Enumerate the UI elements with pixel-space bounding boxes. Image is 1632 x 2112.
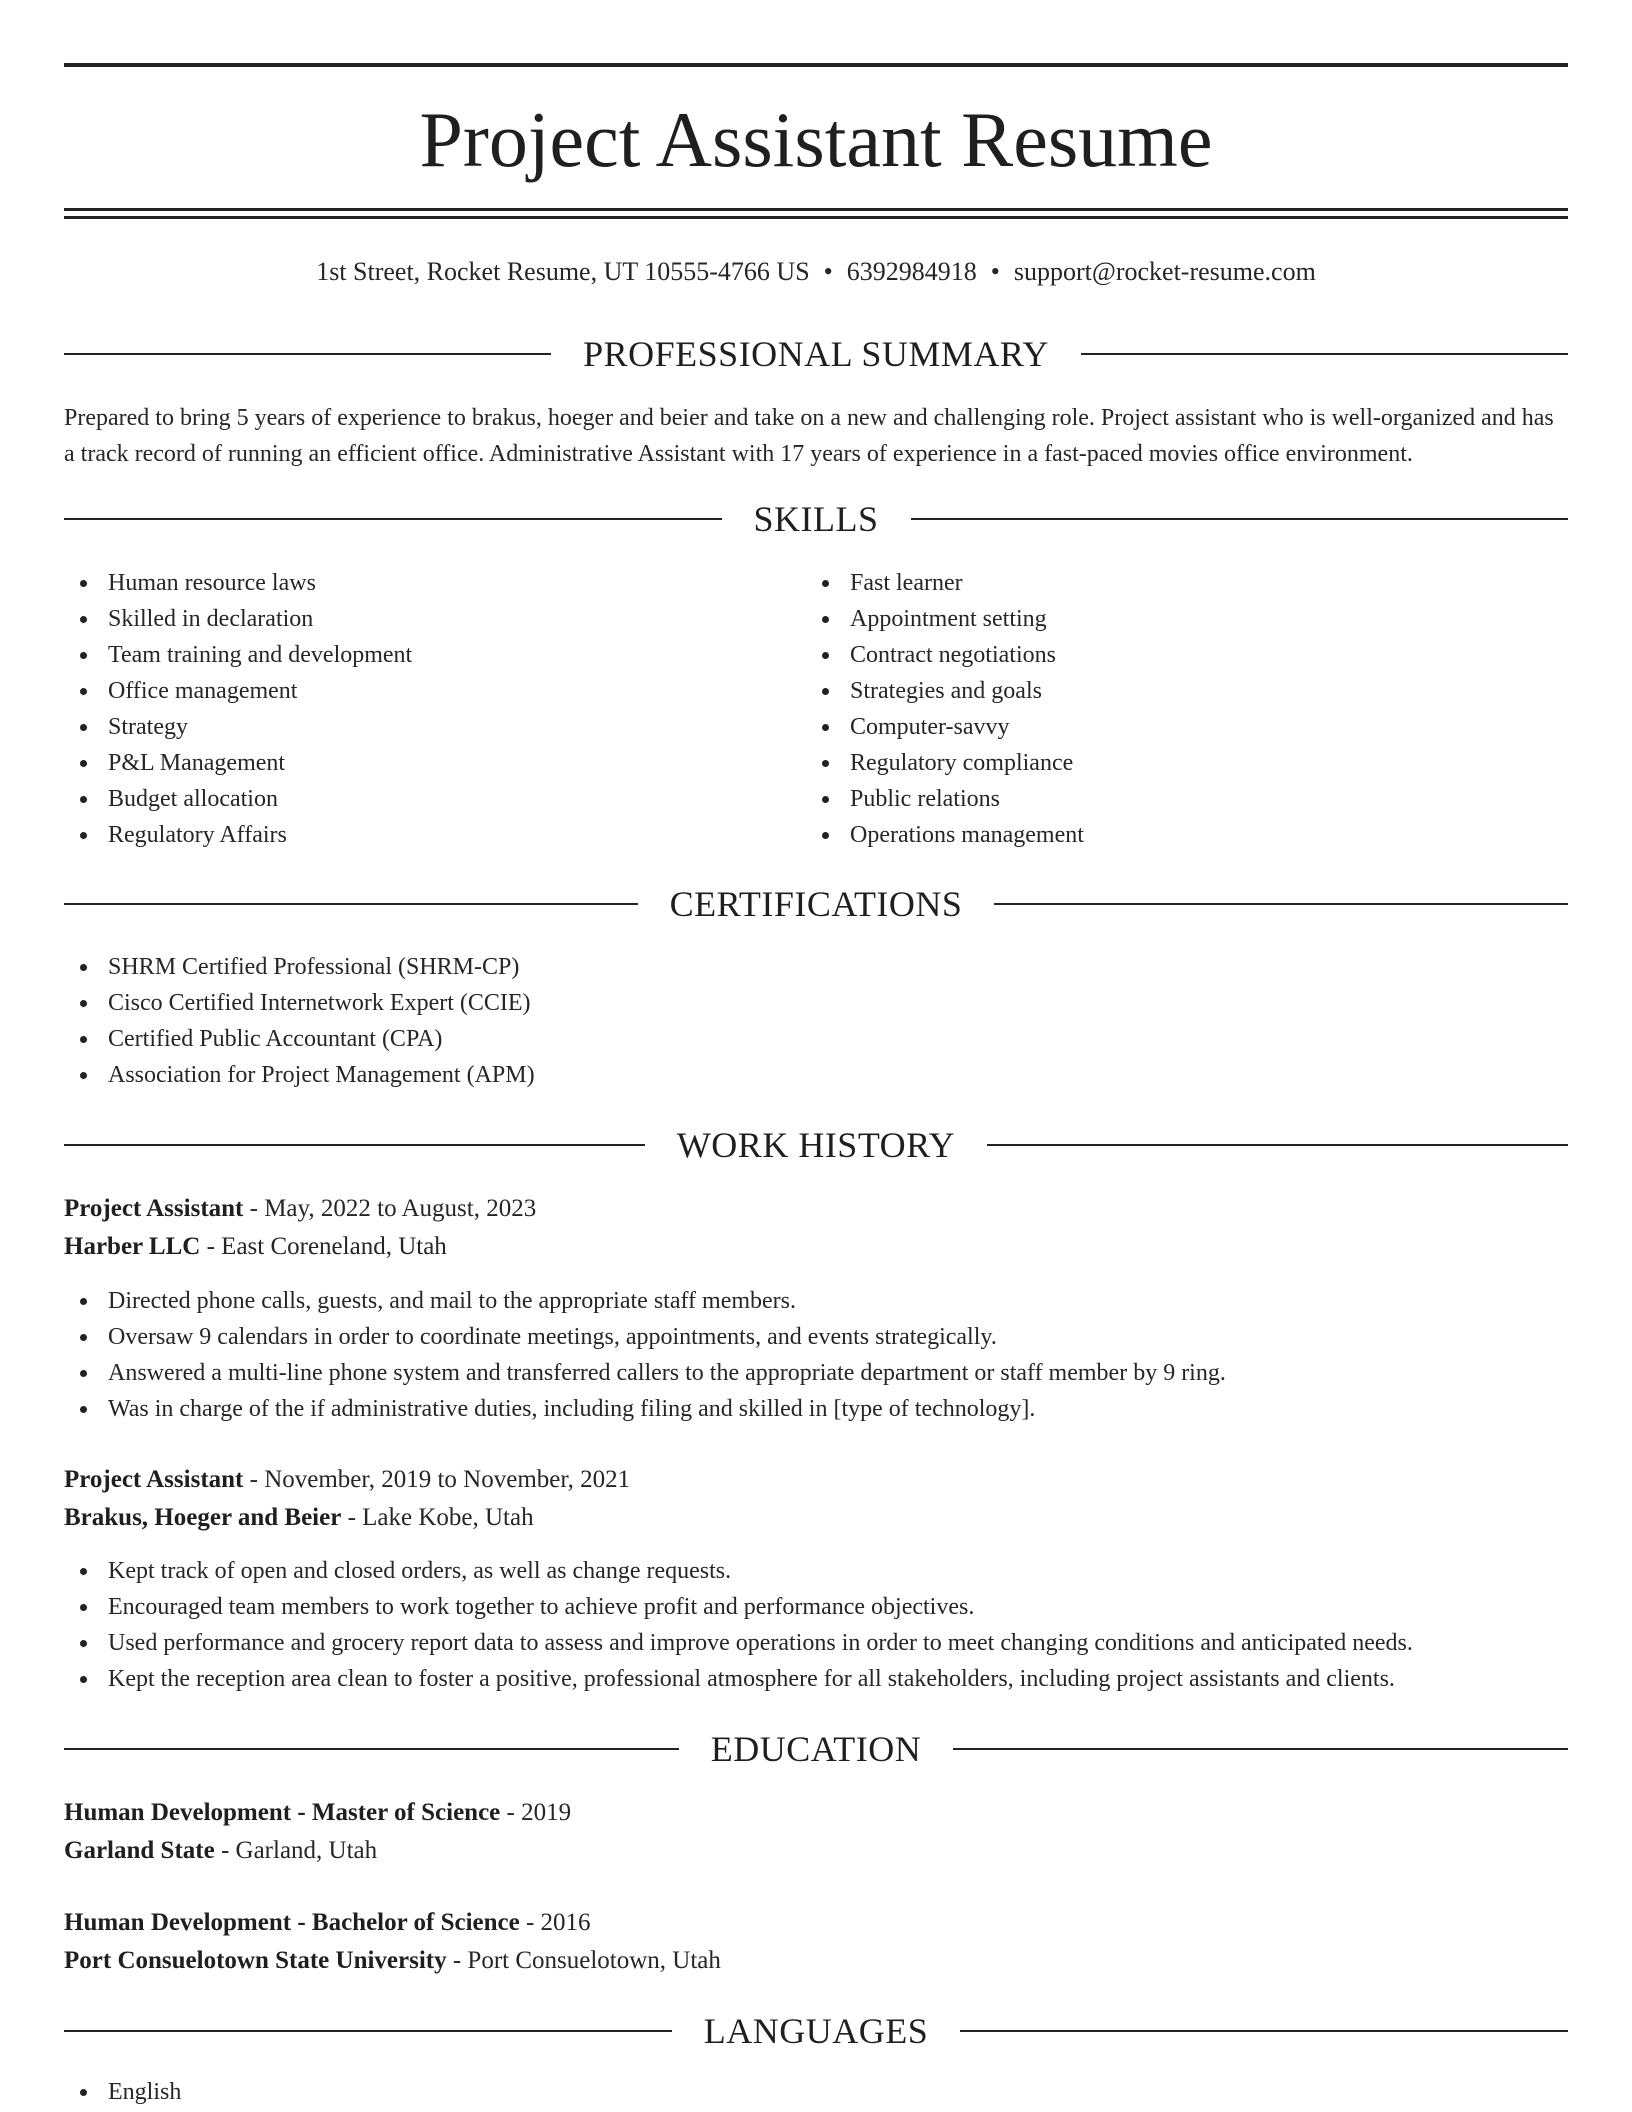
job-company-line <box>64 1499 630 1537</box>
skill-item: Public relations <box>806 781 1506 817</box>
heading-rule <box>953 1748 1568 1750</box>
heading-rule <box>64 2030 672 2032</box>
education-entry <box>64 1794 571 1870</box>
section-heading-skills <box>64 497 1568 541</box>
skill-item: Team training and development <box>64 637 764 673</box>
education-degree-line <box>64 1904 721 1942</box>
skill-item: Strategies and goals <box>806 673 1506 709</box>
job-bullet: Kept track of open and closed orders, as well as change requests. <box>64 1553 1544 1589</box>
education-location: - Garland, Utah <box>214 1837 378 1864</box>
job-bullet: Oversaw 9 calendars in order to coordinate meetings, appointments, and events strategically. <box>64 1319 1544 1355</box>
contact-separator: • <box>823 257 833 286</box>
job-bullet: Used performance and grocery report data to assess and improve operations in order to meet changing conditions and anticipated needs. <box>64 1625 1544 1661</box>
skill-item: Budget allocation <box>64 781 764 817</box>
skill-item: Strategy <box>64 709 764 745</box>
section-heading-languages <box>64 2009 1568 2053</box>
skill-item: Office management <box>64 673 764 709</box>
skills-list-left <box>64 565 764 853</box>
section-title: CERTIFICATIONS <box>669 884 963 924</box>
skill-item: P&L Management <box>64 745 764 781</box>
heading-rule <box>64 1144 645 1146</box>
skills-list-right <box>806 565 1506 853</box>
skill-item: Regulatory compliance <box>806 745 1506 781</box>
heading-rule <box>64 518 722 520</box>
job-entry <box>64 1461 630 1537</box>
skill-item: Computer-savvy <box>806 709 1506 745</box>
education-school-line <box>64 1832 571 1870</box>
heading-rule <box>64 903 638 905</box>
education-year: - 2016 <box>519 1909 591 1936</box>
page-title: Project Assistant Resume <box>419 96 1213 183</box>
education-degree-line <box>64 1794 571 1832</box>
education-school-line <box>64 1942 721 1980</box>
skill-item: Human resource laws <box>64 565 764 601</box>
certification-item: Certified Public Accountant (CPA) <box>64 1021 1464 1057</box>
job-bullet: Was in charge of the if administrative duties, including filing and skilled in [type of technology]. <box>64 1391 1544 1427</box>
job-title-line <box>64 1190 536 1228</box>
job-bullets <box>64 1283 1544 1427</box>
heading-rule <box>911 518 1569 520</box>
top-rule <box>64 63 1568 67</box>
heading-rule <box>960 2030 1568 2032</box>
education-degree: Human Development - Bachelor of Science <box>64 1909 520 1936</box>
heading-rule <box>64 1748 679 1750</box>
skill-item: Regulatory Affairs <box>64 817 764 853</box>
section-title: WORK HISTORY <box>676 1125 956 1165</box>
job-location: - East Coreneland, Utah <box>200 1233 447 1260</box>
summary-text: Prepared to bring 5 years of experience to brakus, hoeger and beier and take on a new and challenging role. Project assistant who is well-organized and has a track record of running an efficient office. Administrative Assistant with 17 years of experience in a fast-paced movies office environment. <box>64 405 1554 467</box>
skill-item: Skilled in declaration <box>64 601 764 637</box>
contact-email: support@rocket-resume.com <box>1013 257 1316 286</box>
languages-list <box>64 2074 664 2110</box>
job-bullet: Encouraged team members to work together to achieve profit and performance objectives. <box>64 1589 1544 1625</box>
section-title: EDUCATION <box>710 1729 922 1769</box>
contact-separator: • <box>990 257 1000 286</box>
section-heading-certifications <box>64 882 1568 926</box>
job-location: - Lake Kobe, Utah <box>341 1504 534 1531</box>
section-title: LANGUAGES <box>703 2011 929 2051</box>
job-title-line <box>64 1461 630 1499</box>
heading-rule <box>64 353 551 355</box>
job-entry <box>64 1190 536 1266</box>
certification-item: Association for Project Management (APM) <box>64 1057 1464 1093</box>
contact-address: 1st Street, Rocket Resume, UT 10555-4766 US <box>316 257 810 286</box>
job-bullets <box>64 1553 1544 1697</box>
education-location: - Port Consuelotown, Utah <box>446 1947 721 1974</box>
contact-line <box>64 254 1568 290</box>
section-title: SKILLS <box>753 499 879 539</box>
job-company-line <box>64 1228 536 1266</box>
skill-item: Appointment setting <box>806 601 1506 637</box>
job-company: Brakus, Hoeger and Beier <box>64 1504 342 1531</box>
job-bullet: Kept the reception area clean to foster a positive, professional atmosphere for all stakeholders, including project assistants and clients. <box>64 1661 1544 1697</box>
section-title: PROFESSIONAL SUMMARY <box>583 334 1049 374</box>
certification-item: SHRM Certified Professional (SHRM-CP) <box>64 949 1464 985</box>
skill-item: Contract negotiations <box>806 637 1506 673</box>
title-double-rule <box>64 208 1568 219</box>
job-dates: - May, 2022 to August, 2023 <box>243 1195 537 1222</box>
heading-rule <box>1081 353 1568 355</box>
education-school: Garland State <box>64 1837 215 1864</box>
job-bullet: Answered a multi-line phone system and transferred callers to the appropriate department or staff member by 9 ring. <box>64 1355 1544 1391</box>
contact-phone: 6392984918 <box>846 257 977 286</box>
education-degree: Human Development - Master of Science <box>64 1799 501 1826</box>
certification-item: Cisco Certified Internetwork Expert (CCIE) <box>64 985 1464 1021</box>
section-heading-work-history <box>64 1123 1568 1167</box>
heading-rule <box>987 1144 1568 1146</box>
job-bullet: Directed phone calls, guests, and mail to the appropriate staff members. <box>64 1283 1544 1319</box>
education-year: - 2019 <box>500 1799 572 1826</box>
education-school: Port Consuelotown State University <box>64 1947 447 1974</box>
certifications-list <box>64 949 1464 1093</box>
job-title: Project Assistant <box>64 1195 244 1222</box>
heading-rule <box>994 903 1568 905</box>
section-heading-summary <box>64 332 1568 376</box>
job-dates: - November, 2019 to November, 2021 <box>243 1466 631 1493</box>
job-company: Harber LLC <box>64 1233 201 1260</box>
skill-item: Operations management <box>806 817 1506 853</box>
education-entry <box>64 1904 721 1980</box>
job-title: Project Assistant <box>64 1466 244 1493</box>
language-item: English <box>64 2074 664 2110</box>
skill-item: Fast learner <box>806 565 1506 601</box>
section-heading-education <box>64 1727 1568 1771</box>
